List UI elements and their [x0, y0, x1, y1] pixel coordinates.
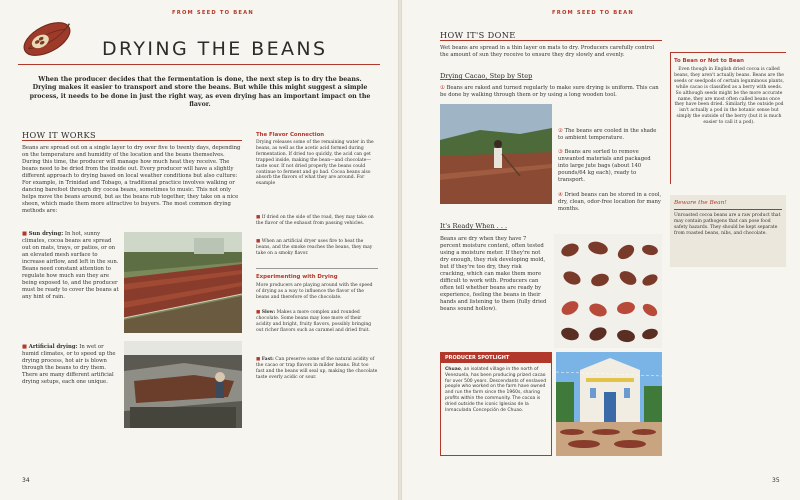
page-number: 35 [772, 477, 780, 484]
photo-sun-drying-beds [124, 232, 242, 333]
section-rule [440, 40, 662, 41]
method-name: Sun drying: [28, 231, 64, 237]
section-rule [22, 140, 242, 141]
how-it-works-body: Beans are spread out on a single layer to dry over five to twenty days, depending on the temperature and humidity of the location and the beans themselves. During this time, the producer will manage how much heat they receive. The beans need to be dried from the inside out. Every producer will have a slightly different approach to drying based on local weather conditions but also culture: For example, in Trinidad and Tobago, a traditional practice involves walking or dancing barefoot through dry cocoa beans, sometimes to music. This not only helps move the beans around, but as the beans rub together, they take on a nice sheen, which made them more attractive to buyers. The most common drying methods are: [22, 145, 241, 214]
page-title: DRYING THE BEANS [102, 38, 328, 60]
lead-paragraph: When the producer decides that the fermentation is done, the next step is to dry the beans. Drying makes it easier to transport and store the beans. But while this might suggest a simple process, it needs to be done in just the right way, as even drying has an important impact on the flavor. [29, 76, 371, 109]
spotlight-heading: PRODUCER SPOTLIGHT [445, 355, 510, 361]
producer-spotlight-box [440, 352, 552, 456]
spotlight-body: Chuao, an isolated village in the north of Venezuela, has been producing prized cacao for over 500 years. Descendants of enslaved people who worked on the farm have owned and run the farm since the 1960s, sharing profits within the community. The cocoa is dried outside the iconic Iglesias de la Inmaculada Concepción de Chuao. [445, 367, 547, 413]
photo-artificial-drying [124, 341, 242, 428]
cacao-pod-illustration [18, 14, 76, 64]
beware-heading: Beware the Bean! [674, 200, 727, 206]
experimenting-body: More producers are playing around with the speed of drying as a way to influence the flavor of the beans and therefore of the chocolate. [256, 283, 373, 300]
title-rule [18, 64, 380, 65]
how-its-done-heading: HOW IT'S DONE [440, 30, 516, 40]
method-name: Artificial drying: [28, 344, 78, 350]
flavor-bullet: ■ When an artificial dryer uses fire to heat the beans, and the smoke reaches the beans, they may take on a smoky flavor. [256, 239, 373, 256]
sidebar-top-rule [670, 52, 786, 53]
flavor-bullet: ■ If dried on the side of the road, they may take on the flavor of the exhaust from passing vehicles. [256, 215, 374, 226]
sidebar-divider [256, 268, 378, 269]
ready-body: Beans are dry when they have 7 percent moisture content, often tested using a moisture meter. If they're not dry enough, they risk developing mold, but if they're too dry, they risk cracking, which can make them more difficult to work with. Producers can often tell whether beans are ready by experience, feeling the beans in their hands and listening to them (fully dried beans sound hollow). [440, 236, 547, 312]
sidebar-left-rule [670, 52, 671, 184]
photo-raking-beans [440, 104, 552, 204]
beware-body: Unroasted cocoa beans are a raw product that may contain pathogens that can pose food safety hazards. They should be kept separate from roasted beans, nibs, and chocolate. [674, 213, 781, 236]
photo-dried-beans-grid [554, 234, 662, 348]
right-page [402, 0, 800, 500]
step-2: ② The beans are cooled in the shade to ambient temperature. [558, 128, 657, 141]
to-bean-body: Even though in English dried cocoa is called beans, they aren't actually beans. Beans are the seeds or seedpods of certain leguminous plants, while cacao is classified as a berry with seeds. So although seeds might be the more accurate name, they are most often called beans once they have been dried. Similarly, the outside pod isn't actually a pod in the botanic sense but simply the outside of the berry (but it is much easier to call it a pod). [674, 67, 784, 126]
step-by-step-heading: Drying Cacao, Step by Step [440, 72, 533, 80]
flavor-connection-heading: The Flavor Connection [256, 132, 325, 138]
spotlight-place: Chuao [445, 367, 461, 372]
left-page [0, 0, 398, 500]
method-artificial-drying: ■ Artificial drying: In wet or humid climates, or to speed up the drying process, hot air is blown through the beans to dry them. There are many different artificial drying setups, each one unique. [22, 344, 116, 385]
step-4: ④ Dried beans can be stored in a cool, dry, clean, odor-free location for many months. [558, 192, 662, 212]
to-bean-heading: To Bean or Not to Bean [674, 58, 744, 64]
method-text: In wet or humid climates, or to speed up the drying process, hot air is blown through the beans to dry them. There are many different artificial drying setups, each one unique. [22, 344, 116, 385]
beware-rule [674, 209, 782, 210]
ready-heading: It's Ready When . . . [440, 222, 508, 230]
page-number: 34 [22, 477, 30, 484]
method-sun-drying: ■ Sun drying: In hot, sunny climates, cocoa beans are spread out on mats, trays, or patios, or on an elevated mesh surface to increase airflow, and left in the sun. Beans need constant attention to regulate how much sun they are being exposed to, and the producer must be ready to cover the beans at any hint of rain. [22, 231, 119, 300]
experimenting-heading: Experimenting with Drying [256, 274, 338, 280]
series-label: FROM SEED TO BEAN [552, 10, 634, 16]
how-its-done-body: Wet beans are spread in a thin layer on mats to dry. Producers carefully control the amount of sun they receive to ensure they dry slowly and evenly. [440, 45, 655, 58]
photo-chuao-church [556, 352, 662, 456]
series-label: FROM SEED TO BEAN [172, 10, 254, 16]
step-1: ① Beans are raked and turned regularly to make sure drying is uniform. This can be done by walking through them or by using a long wooden tool. [440, 85, 659, 98]
experimenting-bullet-fast: ■ Fast: Can preserve some of the natural acidity of the cacao or trap flavors in milder beans. But too fast and the beans will seal up, making the chocolate taste overly acidic or sour. [256, 357, 378, 380]
experimenting-bullet-slow: ■ Slow: Makes a more complex and rounded chocolate. Some beans may lose more of their acidity and bright, fruity flavors, possibly bringing out richer flavors such as caramel and dried fruit. [256, 310, 372, 333]
step-3: ③ Beans are sorted to remove unwanted materials and packaged into large jute bags (about 140 pounds/64 kg each), ready to transport. [558, 149, 651, 183]
method-text: In hot, sunny climates, cocoa beans are spread out on mats, trays, or patios, or on an elevated mesh surface to increase airflow, and left in the sun. Beans need constant attention to regulate how much sun they are being exposed to, and the producer must be ready to cover the beans at any hint of rain. [22, 231, 119, 300]
flavor-connection-body: Drying releases some of the remaining water in the beans, as well as the acetic acid formed during fermentation. If dried too quickly, the acid can get trapped inside, making the bean—and chocolate—taste sour. If not dried properly the beans could continue to ferment and go bad. Cocoa beans also absorb the flavors of what they are around. For example [256, 140, 374, 187]
how-it-works-heading: HOW IT WORKS [22, 130, 96, 140]
